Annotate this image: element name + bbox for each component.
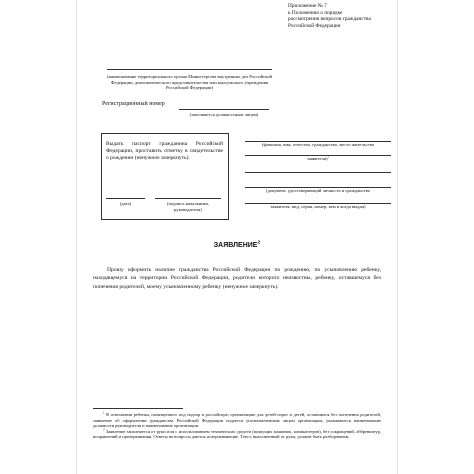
applicant-address-line bbox=[245, 172, 391, 173]
applicant-caption: заявителя)$^1$ bbox=[306, 154, 330, 161]
footnote-2-ref: 2 bbox=[257, 240, 261, 246]
org-caption: (наименование территориального органа Министерства внутренних дел Российской Федерации, дипломатического представительства или консульского учреждения Российской Федерации) bbox=[107, 74, 272, 91]
registration-number-line bbox=[179, 109, 269, 110]
page-title: ЗАЯВЛЕНИЕ$^2$ bbox=[213, 240, 261, 249]
registration-caption: (заполняется должностным лицом) bbox=[189, 112, 259, 117]
signature-caption: (подпись начальника, руководителя) bbox=[166, 201, 210, 212]
application-body: Прошу оформить наличие гражданства Российской Федерации по рождению, по усыновлению ребенку, находящемуся на территории Российской Федерации, родители которого неизвестны, ребенку, оставшемуся без попечения родителей, моему усыновленному ребенку (ненужное зачеркнуть). bbox=[93, 267, 381, 290]
signature-line bbox=[155, 198, 221, 199]
footnotes bbox=[93, 412, 381, 440]
date-caption: (дата) bbox=[119, 201, 132, 206]
document-page bbox=[77, 0, 397, 474]
applicant-name-caption: (фамилия, имя, отчество, гражданство, место жительства bbox=[261, 142, 375, 147]
footnote-1-ref: 1 bbox=[327, 154, 330, 159]
decision-text: Выдать паспорт гражданина Российской Федерации, проставить отметку в свидетельстве о рождении (ненужное зачеркнуть). bbox=[106, 141, 223, 161]
header-line-4: Российской Федерации bbox=[288, 22, 341, 29]
org-name-line bbox=[107, 69, 272, 70]
appendix-header bbox=[288, 3, 396, 29]
footnote-2: $^2$ Заявление заполняется от руки или с использованием технических средств (пишущих машинок, компьютеров), без сокращений, аббревиатур, исправлений и прочеркивания. Ответы на вопросы даются исчерпывающие. Текст, выполненный от руки, должен быть разборчивым. bbox=[93, 427, 381, 440]
registration-label: Регистрационный номер bbox=[102, 101, 165, 107]
header-line-1: Приложение № 7 bbox=[288, 3, 327, 9]
footnote-separator bbox=[93, 408, 183, 409]
date-line bbox=[106, 198, 145, 199]
header-line-3: рассмотрения вопросов гражданства bbox=[288, 16, 371, 23]
document-caption: (документ, удостоверяющий личность и гражданство bbox=[265, 188, 371, 193]
header-line-2: к Положению о порядке bbox=[288, 9, 343, 16]
footnote-1: $^1$ В отношении ребенка, помещенного под надзор в российскую организацию для детей-сирот и детей, оставшихся без попечения родителей, заявление об оформлении гражданства Российской Федерации подается уполномоченным лицом организации, указываются наименование должности руководителя и наименование организации. bbox=[93, 410, 382, 429]
document-caption-2: заявителя, вид, серия, номер, кем и когда выдан) bbox=[270, 204, 366, 209]
